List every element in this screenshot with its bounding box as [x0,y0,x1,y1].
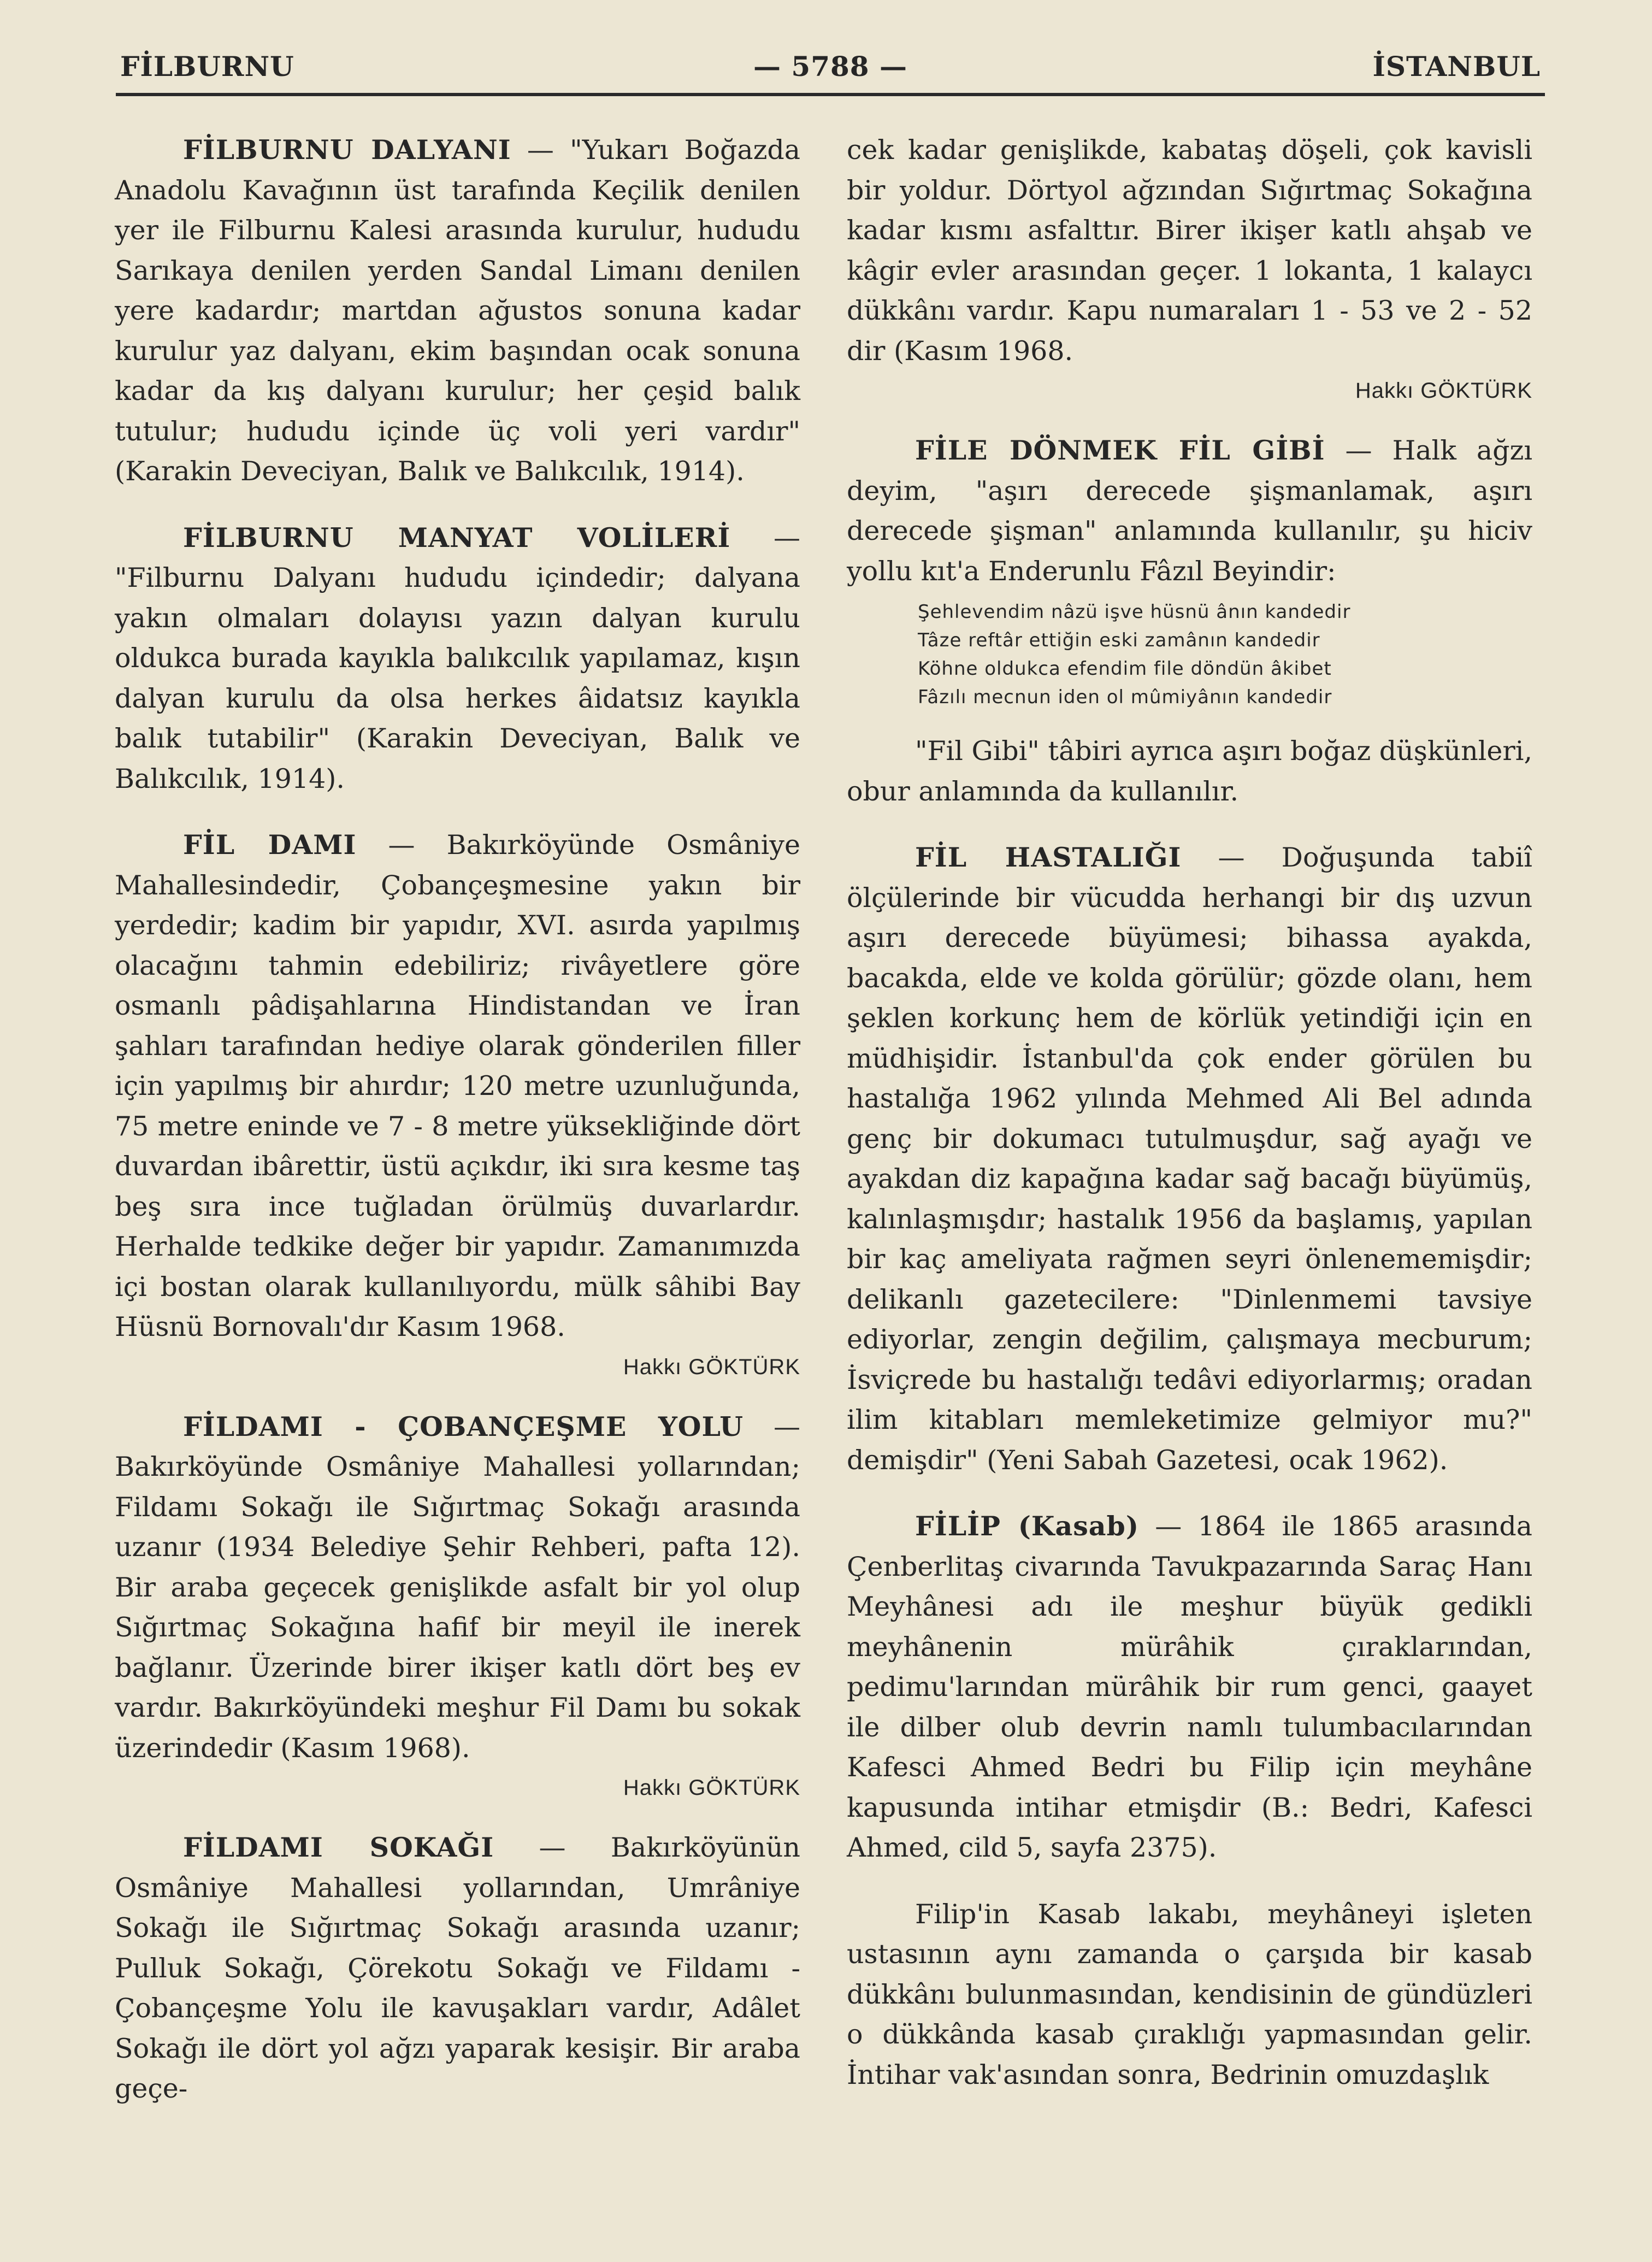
entry-text: — 1864 ile 1865 arasında Çenberlitaş civarında Tavukpazarında Saraç Hanı Meyhânesi adı ile meşhur büyük gedikli meyhânenin mürâhik çıraklarından, pedimu'larından mürâhik bir rum genci, gaayet ile dilber olub devrin namlı tulumbacılarından Kafesci Ahmed Bedri bu Filip için meyhâne kapusunda intihar etmişdir (B.: Bedri, Kafesci Ahmed, cild 5, sayfa 2375). [847,1511,1532,1863]
entry-filburnu-dalyani [115,130,800,492]
entry-text: — Bakırköyünde Osmâniye Mahallesindedir, Çobançeşmesine yakın bir yerdedir; kadim bir yapıdır, XVI. asırda yapılmış olacağını tahmin edebiliriz; rivâyetlere göre osmanlı pâdişahlarına Hindistandan ve İran şahları tarafından hediye olarak gönderilen filler için yapılmış bir ahırdır; 120 metre uzunluğunda, 75 metre eninde ve 7 - 8 metre yüksekliğinde dört duvardan ibârettir, üstü açıkdır, iki sıra kesme taş beş sıra ince tuğladan örülmüş duvarlardır. Herhalde tedkike değer bir yapıdır. Zamanımızda içi bostan olarak kullanılıyordu, mülk sâhibi Bay Hüsnü Bornovalı'dır Kasım 1968. [115,829,800,1342]
page-number: — 5788 — [753,50,907,83]
entry-text: — "Yukarı Boğazda Anadolu Kavağının üst tarafında Keçilik denilen yer ile Filburnu Kalesi arasında kurulur, hududu Sarıkaya denilen yerden Sandal Limanı denilen yere kadardır; martdan ağustos sonuna kadar kurulur yaz dalyanı, ekim başından ocak sonuna kadar da kış dalyanı kurulur; her çeşid balık tutulur; hududu içinde üç voli yeri vardır" (Karakin Deveciyan, Balık ve Balıkcılık, 1914). [115,134,801,487]
poem-line: Tâze reftâr ettiğin eski zamânın kandedir [918,629,1320,651]
entry-text: — "Filburnu Dalyanı hududu içindedir; dalyana yakın olmaları dolayısı yazın dalyan kurulu oldukca burada kayıkla balıkcılık yapılamaz, kışın dalyan kurulu da olsa herkes âidatsız kayıkla balık tutabilir" (Karakin Deveciyan, Balık ve Balıkcılık, 1914). [115,522,801,794]
entry-filip-kasab [847,1506,1532,1868]
entry-term: FİL HASTALIĞI [915,841,1182,873]
filip-continuation-paragraph: Filip'in Kasab lakabı, meyhâneyi işleten ustasının aynı zamanda o çarşıda bir kasab dükkânı bulunmasından, kendisinin de gündüzleri o dükkânda kasab çıraklığı yapmasından gelir. İntihar vak'asından sonra, Bedrinin omuzdaşlık [847,1898,1532,2090]
poem-line: Şehlevendim nâzü işve hüsnü ânın kandedir [918,601,1351,623]
poem-line: Köhne oldukca efendim file döndün âkibet [918,658,1332,680]
poem-line: Fâzılı mecnun iden ol mûmiyânın kandedir [918,686,1332,708]
entry-term: FİLBURNU DALYANI [183,134,511,166]
entry-text: — Bakırköyünde Osmâniye Mahallesi yollarından; Fildamı Sokağı ile Sığırtmaç Sokağı arasında uzanır (1934 Belediye Şehir Rehberi, pafta 12). Bir araba geçecek genişlikde asfalt bir yol olup Sığırtmaç Sokağına hafif bir meyil ile inerek bağlanır. Üzerinde birer ikişer katlı dört beş ev vardır. Bakırköyündeki meşhur Fil Damı bu sokak üzerindedir (Kasım 1968). [115,1411,800,1764]
entry-term: FİLDAMI SOKAĞI [183,1831,494,1863]
author-signature: Hakkı GÖKTÜRK [1355,379,1532,403]
right-column [847,130,1532,2121]
entry-fildami-sokagi [115,1828,800,2109]
entry-term: FİLDAMI - ÇOBANÇEŞME YOLU [183,1410,744,1442]
page-header [120,50,1541,99]
continuation-paragraph: cek kadar genişlikde, kabataş döşeli, çok kavisli bir yoldur. Dörtyol ağzından Sığırtmaç Sokağına kadar kısmı asfalttır. Birer ikişer katlı ahşab ve kâgir evler arasından geçer. 1 lokanta, 1 kalaycı dükkânı vardır. Kapu numaraları 1 - 53 ve 2 - 52 dir (Kasım 1968. [847,134,1532,367]
left-column [115,130,800,2135]
entry-filburnu-manyat-volileri [115,518,800,799]
entry-term: FİLE DÖNMEK FİL GİBİ [915,434,1325,466]
entry-text: — Halk ağzı deyim, "aşırı derecede şişmanlamak, aşırı derecede şişman" anlamında kullanılır, şu hiciv yollu kıt'a Enderunlu Fâzıl Beyindir: [847,435,1533,587]
entry-term: FİL DAMI [183,829,357,861]
entry-fil-hastaligi [847,838,1532,1480]
poem-quatrain [918,598,1532,711]
entry-file-donmek-fil-gibi [847,431,1532,591]
entry-term: FİLBURNU MANYAT VOLİLERİ [183,521,731,553]
entry-fil-dami [115,825,800,1347]
entry-fildami-cobancesme-yolu [115,1407,800,1769]
header-left-keyword: FİLBURNU [120,50,294,83]
entry-text: — Doğuşunda tabiî ölçülerinde bir vücudda herhangi bir dış uzvun aşırı derecede büyümesi; bihassa ayakda, bacakda, elde ve kolda görülür; gözde olanı, hem şeklen korkunç hem de körlük yetindiği için en müdhişidir. İstanbul'da çok ender görülen bu hastalığa 1962 yılında Mehmed Ali Bel adında genç bir dokumacı tutulmuşdur, sağ ayağı ve ayakdan diz kapağına kadar sağ bacağı büyümüş, kalınlaşmışdır; hastalık 1956 da başlamış, yapılan bir kaç ameliyata rağmen seyri önlenememişdir; delikanlı gazetecilere: "Dinlenmemi tavsiye ediyorlar, zengin değilim, çalışmaya mecburum; İsviçrede bu hastalığı tedâvi ediyorlarmış; oradan ilim kitabları memleketimize gelmiyor mu?" demişdir" (Yeni Sabah Gazetesi, ocak 1962). [847,842,1532,1476]
entry-text: — Bakırköyünün Osmâniye Mahallesi yollarından, Umrâniye Sokağı ile Sığırtmaç Sokağı arasında uzanır; Pulluk Sokağı, Çörekotu Sokağı ve Fildamı - Çobançeşme Yolu ile kavuşakları vardır, Adâlet Sokağı ile dört yol ağzı yaparak kesişir. Bir araba geçe- [115,1832,800,2104]
header-right-keyword: İSTANBUL [1372,50,1541,83]
author-signature: Hakkı GÖKTÜRK [623,1776,800,1800]
author-signature: Hakkı GÖKTÜRK [623,1354,800,1379]
entry-term: FİLİP (Kasab) [915,1510,1140,1542]
fil-gibi-note: "Fil Gibi" tâbiri ayrıca aşırı boğaz düşkünleri, obur anlamında da kullanılır. [847,735,1533,807]
header-rule [116,93,1545,96]
